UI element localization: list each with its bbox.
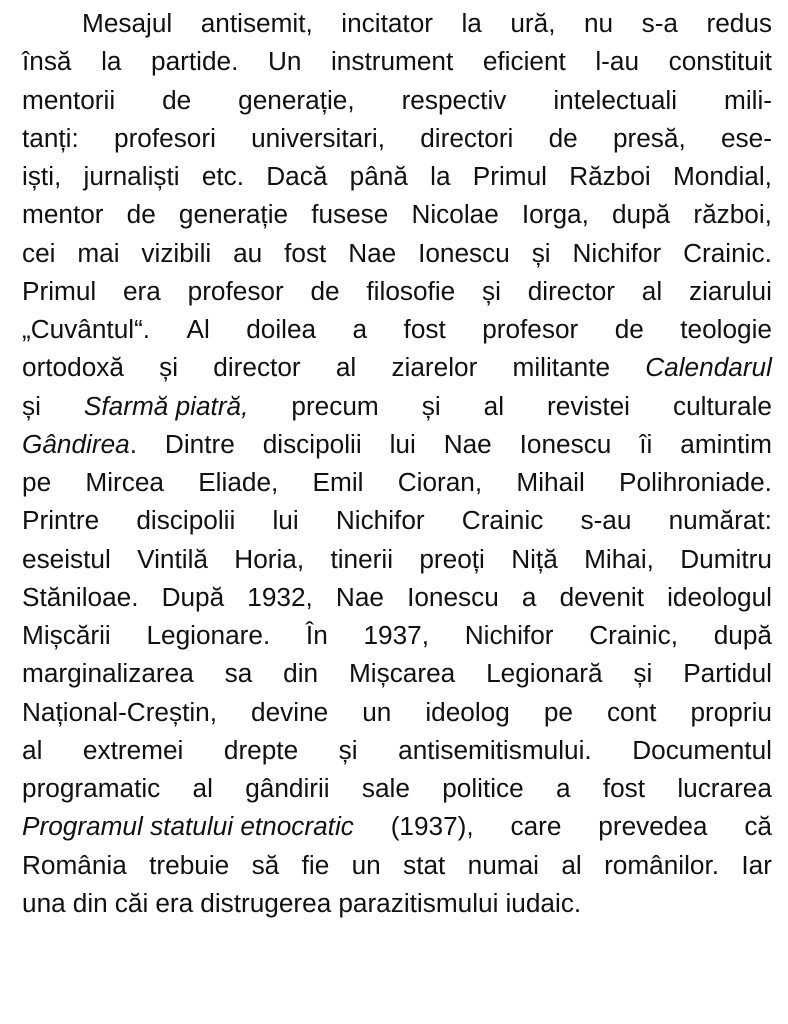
text-line [22,578,772,616]
word: Mihai, [584,543,654,574]
word: fusese [311,199,389,230]
word: Horia, [234,543,305,574]
word: iști, [22,161,62,191]
word: mili- [724,84,772,115]
word: Mihail [516,467,585,497]
text-line [22,884,772,922]
text-line [22,540,772,578]
text-line [22,616,772,654]
word: profesor [482,314,579,344]
word: constituit [668,46,772,77]
word: tanți: [22,122,79,153]
word: Printre [22,505,100,536]
word: director [527,275,616,306]
word: a [352,314,368,344]
word: fost [403,314,446,344]
word: Cioran, [397,467,483,497]
italic-text: Sfarmă piatră, [83,390,249,421]
word: război, [693,199,772,230]
word: și [531,237,551,268]
word: ziarelor [391,352,478,383]
word: îi [639,428,653,459]
italic-text: Calendarul [645,352,772,383]
word: ziarului [688,275,772,306]
word: Vintilă [137,543,208,574]
word: precum [291,390,379,421]
word: al [561,849,582,880]
word: generație, [238,84,355,115]
word: Mircea [85,467,164,497]
word: numărat: [668,505,772,536]
word: cont [606,696,657,727]
word: după [611,199,671,230]
document-page [22,4,772,922]
word: Nicolae [411,199,499,230]
word: parazitismului [338,887,499,918]
word: Al [186,314,210,344]
word: lui [272,505,299,536]
word: etc. [201,161,245,191]
word: al [483,390,505,421]
italic-text: Programul statului etnocratic [22,811,354,842]
word: l-au [595,46,640,77]
word: pe [22,467,52,497]
word: ortodoxă [22,352,124,383]
text-line [22,310,772,348]
word: 1937, [363,620,430,650]
word: ideologul [667,581,772,612]
word: vizibili [141,237,212,268]
text-line [22,463,772,501]
word: propriu [690,696,772,727]
word: au [233,237,263,268]
word: s-au [580,505,632,536]
word: Mondial, [672,161,772,191]
word: distrugerea [200,887,332,918]
word: preoți [419,543,485,574]
word: Crainic [461,505,544,536]
word: al [22,734,43,765]
word: care [510,811,562,842]
text-line [22,119,772,157]
word: cei [22,237,56,268]
word: politice [442,773,524,803]
word: Iorga, [521,199,589,230]
word: revistei [547,390,630,421]
word: al [335,352,357,383]
word: ură, [510,8,556,38]
word: Război [569,161,651,191]
word: presă, [612,122,686,153]
word: la [430,161,451,191]
word: antisemit, [200,8,313,38]
word: pe [543,696,573,727]
word: Dintre [164,428,235,459]
word: la [461,8,482,38]
text-line [22,654,772,692]
word: și [338,734,358,765]
word: Crainic, [589,620,678,650]
word: partide. [151,46,239,77]
word: discipolii [136,505,236,536]
word: Un [267,46,302,77]
word: instrument [330,46,454,77]
punctuation: . [129,428,138,459]
word: lui [389,428,416,459]
word: incitator [341,8,433,38]
word: extremei [82,734,184,765]
word: doilea [246,314,317,344]
word: și [481,275,501,306]
word: devine [251,696,329,727]
word: și [633,658,653,689]
word: sa [224,658,253,689]
word: redus [706,8,772,38]
body-paragraph [22,4,772,922]
word: de [310,275,340,306]
word: din [283,658,319,689]
text-line [22,348,772,386]
word: Dumitru [680,543,772,574]
word: militante [512,352,611,383]
word: director [213,352,301,383]
text-line [22,501,772,539]
text-line [22,272,772,310]
word: Iar [741,849,772,880]
word: discipolii [262,428,362,459]
word: până [349,161,408,191]
text-line [22,769,772,807]
word: Legionare. [146,620,271,650]
word: ese- [720,122,772,153]
word: după [713,620,772,650]
word: era [155,887,194,918]
word: Mișcării [22,620,111,650]
word: mai [77,237,120,268]
word: Polihroniade. [619,467,772,497]
word: marginalizarea [22,658,194,689]
word: sale [361,773,410,803]
word: Primul [22,275,97,306]
word: un [351,849,381,880]
word: Nae [443,428,492,459]
word: Nichifor [335,505,425,536]
text-line [22,195,772,233]
word: prevedea [598,811,708,842]
word: Primul [472,161,547,191]
word: Ionescu [418,237,510,268]
word: programatic [22,773,161,803]
word: Niță [511,543,558,574]
word: de [126,199,156,230]
word: filosofie [366,275,456,306]
word: După [161,581,225,612]
word: Legionară [486,658,603,689]
word: Eliade, [198,467,279,497]
italic-text: Gândirea [22,428,130,459]
word: de [614,314,644,344]
word: Național-Creștin, [22,696,218,727]
word: culturale [672,390,772,421]
word: universitari, [251,122,386,153]
italic-title-word [22,425,137,463]
word: profesor [187,275,284,306]
italic-title-word [645,348,772,386]
italic-title-word [22,807,354,845]
italic-title-word [84,387,248,425]
word: tinerii [330,543,394,574]
word: a [521,581,537,612]
word: căi [114,887,149,918]
word: 1932, [247,581,313,612]
word: un [362,696,392,727]
text-line [22,157,772,195]
word: antisemitismului. [398,734,592,765]
word: drepte [223,734,299,765]
word: de [548,122,578,153]
word: nu [583,8,614,38]
word: Nichifor [464,620,554,650]
word: În [305,620,328,650]
word: era [122,275,161,306]
text-line [22,693,772,731]
word: Dacă [266,161,328,191]
text-line [22,387,772,425]
word: a [556,773,571,803]
word: generație [178,199,289,230]
text-line [22,81,772,119]
text-line [22,234,772,272]
word: și [22,390,41,421]
word: profesori [114,122,216,153]
word: una [22,887,66,918]
text-line [22,731,772,769]
word: Ionescu [407,581,499,612]
word: și [159,352,179,383]
word: numai [467,849,539,880]
word: gândirii [245,773,330,803]
word: amintim [680,428,772,459]
word: fie [301,849,330,880]
word: ideolog [425,696,510,727]
word: Nae [348,237,397,268]
word: jurnaliști [83,161,180,191]
word: teologie [680,314,772,344]
text-line [22,425,772,463]
word: respectiv [401,84,507,115]
word: mentor [22,199,104,230]
word: România [22,849,127,880]
word: Ionescu [519,428,612,459]
word: al [641,275,663,306]
word: Mesajul [82,8,173,38]
word: s-a [641,8,678,38]
word: Documentul [632,734,772,765]
word: de [162,84,192,115]
word: fost [602,773,646,803]
word: la [101,46,122,77]
word: iudaic. [505,887,582,918]
text-line [22,4,772,42]
text-line [22,807,772,845]
word: românilor. [604,849,720,880]
word: lucrarea [677,773,772,803]
word: stat [403,849,446,880]
word: intelectuali [553,84,678,115]
text-line [22,42,772,80]
word: însă [22,46,72,77]
word: devenit [559,581,645,612]
word: să [251,849,280,880]
word: „Cuvântul“. [22,314,151,344]
word: că [744,811,772,842]
word: directori [420,122,514,153]
word: trebuie [149,849,230,880]
text-line [22,846,772,884]
word: eficient [482,46,566,77]
word: din [72,887,108,918]
word: al [192,773,213,803]
word: mentorii [22,84,116,115]
word: Crainic. [683,237,772,268]
word: și [421,390,441,421]
word: Nae [335,581,384,612]
word: eseistul [22,543,111,574]
word: Mișcarea [348,658,456,689]
word: Stăniloae. [22,581,139,612]
word: fost [284,237,327,268]
word: Nichifor [572,237,662,268]
word: Emil [312,467,364,497]
word: Partidul [683,658,772,689]
word: (1937), [390,811,474,842]
